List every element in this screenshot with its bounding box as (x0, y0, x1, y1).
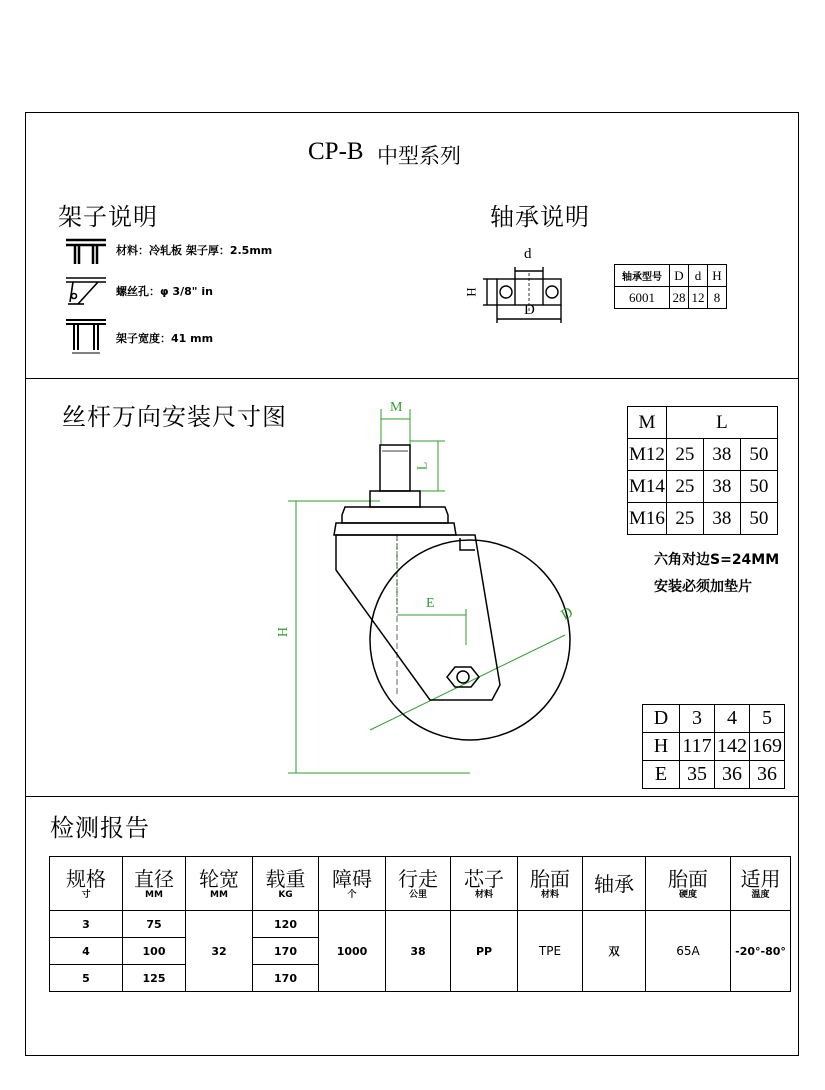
bracket-icons (62, 232, 112, 362)
report-header-row (50, 857, 791, 911)
bearing-col-d: d (689, 265, 708, 287)
report-load: 170 (253, 938, 319, 965)
dimension-value: 117 (680, 733, 715, 761)
bracket-width-text: 架子宽度：41 mm (116, 332, 214, 345)
report-row (50, 911, 791, 938)
report-col-temperature: 适用 温度 (731, 857, 791, 911)
drawing-heading: 丝杆万向安装尺寸图 (62, 403, 287, 431)
thread-length: 38 (703, 439, 740, 471)
bearing-d-label: d (524, 246, 532, 262)
thread-length: 50 (740, 439, 777, 471)
dimension-value: 35 (680, 761, 715, 789)
thread-length: 50 (740, 503, 777, 535)
thread-row (628, 439, 778, 471)
bracket-plate-icon (66, 240, 106, 264)
report-col-width: 轮宽 MM (186, 857, 253, 911)
report-load: 170 (253, 965, 319, 992)
report-obstacle: 1000 (319, 911, 386, 992)
dimension-value: 4 (715, 705, 750, 733)
bracket-side-icon (66, 278, 106, 304)
model-code: CP-B (308, 138, 364, 165)
bearing-D-value: 28 (670, 287, 689, 309)
dimension-row (643, 733, 785, 761)
report-size: 4 (50, 938, 123, 965)
report-width: 32 (186, 911, 253, 992)
bearing-col-H: H (708, 265, 727, 287)
thread-length: 38 (703, 471, 740, 503)
dimension-value: 36 (750, 761, 785, 789)
dimension-row (643, 761, 785, 789)
thread-size: M16 (628, 503, 667, 535)
thread-length: 25 (666, 503, 703, 535)
thread-row (628, 471, 778, 503)
report-load: 120 (253, 911, 319, 938)
bearing-model: 6001 (615, 287, 670, 309)
report-col-distance: 行走 公里 (386, 857, 451, 911)
thread-table (627, 406, 778, 535)
section-divider-1 (25, 378, 799, 379)
thread-length: 25 (666, 471, 703, 503)
dim-label-D: D (558, 604, 576, 624)
section-divider-2 (25, 796, 799, 797)
bracket-heading: 架子说明 (58, 203, 158, 231)
bearing-table-header (615, 265, 727, 287)
report-distance: 38 (386, 911, 451, 992)
thread-size: M12 (628, 439, 667, 471)
report-heading: 检测报告 (50, 814, 150, 842)
report-bearing: 双 (583, 911, 646, 992)
report-table (49, 856, 791, 992)
dimension-value: 169 (750, 733, 785, 761)
thread-length: 50 (740, 471, 777, 503)
bracket-width-icon (66, 320, 106, 353)
bearing-heading: 轴承说明 (490, 203, 590, 231)
dimension-value: 142 (715, 733, 750, 761)
report-temperature: -20°-80° (731, 911, 791, 992)
thread-length: 38 (703, 503, 740, 535)
report-col-core: 芯子 材料 (451, 857, 518, 911)
dim-label-E: E (426, 596, 435, 611)
bearing-table-row (615, 287, 727, 309)
bearing-d-value: 12 (689, 287, 708, 309)
hex-note: 六角对边S=24MM (654, 552, 780, 568)
bearing-H-label: H (463, 287, 479, 297)
dim-label-L: L (415, 461, 431, 471)
caster-outline (334, 445, 570, 740)
report-col-obstacle: 障碍 个 (319, 857, 386, 911)
report-col-load: 载重 KG (253, 857, 319, 911)
report-diameter: 75 (123, 911, 186, 938)
report-col-bearing: 轴承 (583, 857, 646, 911)
report-col-tread: 胎面 材料 (518, 857, 583, 911)
bearing-H-value: 8 (708, 287, 727, 309)
report-core: PP (451, 911, 518, 992)
bearing-D-label: D (524, 302, 535, 318)
report-col-diameter: 直径 MM (123, 857, 186, 911)
caster-drawing (270, 395, 600, 785)
report-hardness: 65A (646, 911, 731, 992)
dimension-row (643, 705, 785, 733)
thread-col-L: L (666, 407, 777, 439)
dimension-value: 5 (750, 705, 785, 733)
dimension-value: 36 (715, 761, 750, 789)
dimension-key: D (643, 705, 680, 733)
bearing-col-D: D (670, 265, 689, 287)
report-col-size: 规格 寸 (50, 857, 123, 911)
dim-label-M: M (390, 400, 403, 415)
dimension-key: H (643, 733, 680, 761)
series-name: 中型系列 (377, 144, 461, 168)
bracket-hole-text: 螺丝孔：φ 3/8" in (116, 285, 213, 298)
report-diameter: 100 (123, 938, 186, 965)
thread-table-header (628, 407, 778, 439)
thread-row (628, 503, 778, 535)
report-tread: TPE (518, 911, 583, 992)
bearing-col-model: 轴承型号 (615, 265, 670, 287)
thread-col-M: M (628, 407, 667, 439)
report-col-hardness: 胎面 硬度 (646, 857, 731, 911)
report-size: 5 (50, 965, 123, 992)
bearing-table (614, 264, 727, 309)
thread-length: 25 (666, 439, 703, 471)
bearing-diagram (465, 245, 575, 330)
dimension-key: E (643, 761, 680, 789)
bracket-material-text: 材料：冷轧板 架子厚：2.5mm (116, 244, 273, 257)
dimension-value: 3 (680, 705, 715, 733)
report-size: 3 (50, 911, 123, 938)
thread-size: M14 (628, 471, 667, 503)
dim-label-H: H (276, 626, 292, 638)
report-diameter: 125 (123, 965, 186, 992)
washer-note: 安装必须加垫片 (654, 579, 752, 595)
dimension-table (642, 704, 785, 789)
